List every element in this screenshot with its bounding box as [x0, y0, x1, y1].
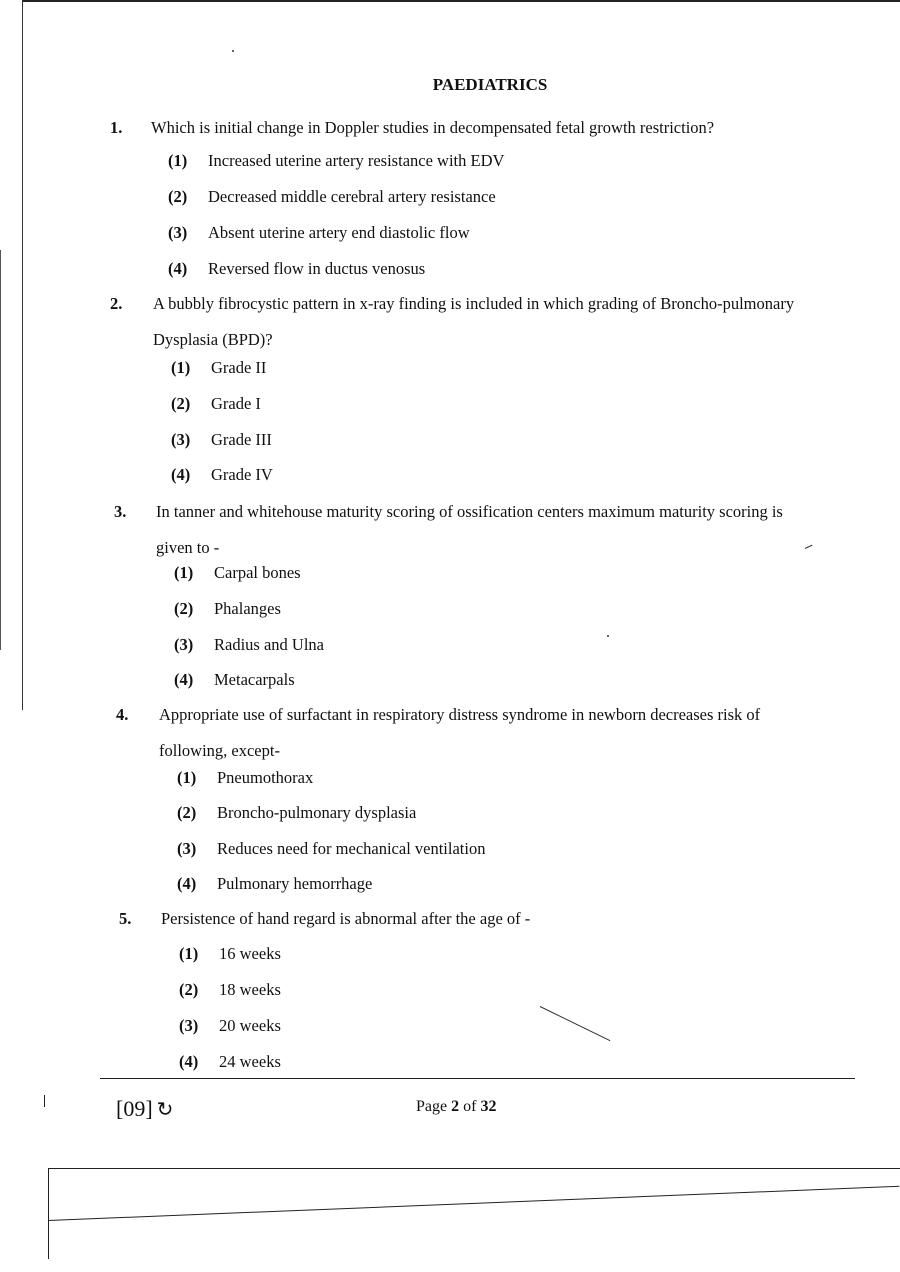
option-text: Broncho-pulmonary dysplasia: [217, 803, 417, 822]
pen-stroke: [540, 1006, 611, 1041]
option-number: (1): [177, 768, 197, 787]
option-4-2: [177, 803, 416, 823]
option-3-2: [174, 599, 281, 619]
option-text: Pneumothorax: [217, 768, 314, 787]
option-text: Reversed flow in ductus venosus: [208, 259, 426, 278]
option-3-1: [174, 563, 301, 583]
question-text-continued: given to -: [156, 538, 220, 557]
option-text: 16 weeks: [219, 944, 281, 963]
option-5-4: [179, 1052, 281, 1072]
option-text: Decreased middle cerebral artery resistance: [208, 187, 496, 206]
option-2-3: [171, 430, 272, 450]
option-text: Grade IV: [211, 465, 273, 484]
option-1-1: [168, 151, 504, 171]
option-text: Increased uterine artery resistance with EDV: [208, 151, 505, 170]
question-4: [116, 697, 856, 773]
option-5-2: [179, 980, 281, 1000]
question-number: 4.: [116, 705, 129, 724]
option-number: (2): [171, 394, 191, 413]
option-number: (1): [174, 563, 194, 582]
option-2-1: [171, 358, 266, 378]
option-1-2: [168, 187, 496, 207]
scan-left-border: [22, 0, 23, 710]
page-number: [416, 1098, 496, 1116]
booklet-code-text: [09]: [116, 1096, 153, 1121]
scan-mark: [44, 1095, 45, 1107]
scan-speck: [607, 635, 609, 637]
answer-box-frame: [48, 1168, 900, 1259]
option-number: (4): [168, 259, 188, 278]
scan-left-edge: [0, 250, 1, 650]
question-text: Appropriate use of surfactant in respiratory distress syndrome in newborn decreases risk of: [159, 705, 761, 724]
option-number: (4): [174, 670, 194, 689]
section-title: PAEDIATRICS: [432, 75, 548, 94]
question-text: In tanner and whitehouse maturity scoring of ossification centers maximum maturity scoring is: [156, 502, 783, 521]
option-number: (1): [179, 944, 199, 963]
option-number: (2): [168, 187, 188, 206]
option-number: (1): [171, 358, 191, 377]
question-text: Persistence of hand regard is abnormal after the age of -: [161, 909, 531, 928]
option-text: Phalanges: [214, 599, 281, 618]
option-text: Grade III: [211, 430, 272, 449]
question-number: 2.: [110, 294, 123, 313]
question-text: A bubbly fibrocystic pattern in x-ray finding is included in which grading of Broncho-pulmonary: [153, 294, 795, 313]
option-text: 18 weeks: [219, 980, 281, 999]
option-4-3: [177, 839, 485, 859]
page-of: of: [459, 1098, 481, 1115]
option-number: (3): [177, 839, 197, 858]
option-4-1: [177, 768, 313, 788]
option-3-3: [174, 635, 324, 655]
question-number: 1.: [110, 118, 123, 137]
option-text: 24 weeks: [219, 1052, 281, 1071]
option-1-3: [168, 223, 470, 243]
page-prefix: Page: [416, 1098, 452, 1115]
scan-top-border: [22, 0, 900, 2]
option-text: Pulmonary hemorrhage: [217, 874, 373, 893]
scan-speck: [232, 50, 234, 52]
option-text: Metacarpals: [214, 670, 295, 689]
option-number: (4): [179, 1052, 199, 1071]
option-number: (3): [179, 1016, 199, 1035]
question-number: 3.: [114, 502, 127, 521]
option-number: (4): [171, 465, 191, 484]
question-5: [119, 901, 859, 941]
option-number: (3): [168, 223, 188, 242]
option-number: (2): [177, 803, 197, 822]
option-text: Carpal bones: [214, 563, 301, 582]
option-text: 20 weeks: [219, 1016, 281, 1035]
question-text-continued: following, except-: [159, 741, 280, 760]
question-3: [114, 494, 854, 570]
option-5-1: [179, 944, 281, 964]
option-number: (2): [174, 599, 194, 618]
rotate-arrow-icon: ↻: [156, 1097, 174, 1121]
option-number: (4): [177, 874, 197, 893]
option-text: Absent uterine artery end diastolic flow: [208, 223, 470, 242]
option-number: (3): [174, 635, 194, 654]
question-1: [110, 110, 850, 150]
footer-divider: [100, 1078, 855, 1079]
option-5-3: [179, 1016, 281, 1036]
question-text-continued: Dysplasia (BPD)?: [153, 330, 273, 349]
question-2: [110, 286, 850, 362]
option-1-4: [168, 259, 425, 279]
option-number: (3): [171, 430, 191, 449]
option-text: Radius and Ulna: [214, 635, 324, 654]
option-2-2: [171, 394, 261, 414]
page-current: 2: [451, 1098, 460, 1115]
question-number: 5.: [119, 909, 132, 928]
option-3-4: [174, 670, 295, 690]
option-text: Grade I: [211, 394, 261, 413]
option-2-4: [171, 465, 273, 485]
option-number: (2): [179, 980, 199, 999]
page-total: 32: [480, 1098, 497, 1115]
option-text: Grade II: [211, 358, 267, 377]
option-4-4: [177, 874, 372, 894]
option-text: Reduces need for mechanical ventilation: [217, 839, 486, 858]
booklet-code: [116, 1096, 173, 1122]
question-text: Which is initial change in Doppler studies in decompensated fetal growth restriction?: [151, 118, 715, 137]
option-number: (1): [168, 151, 188, 170]
